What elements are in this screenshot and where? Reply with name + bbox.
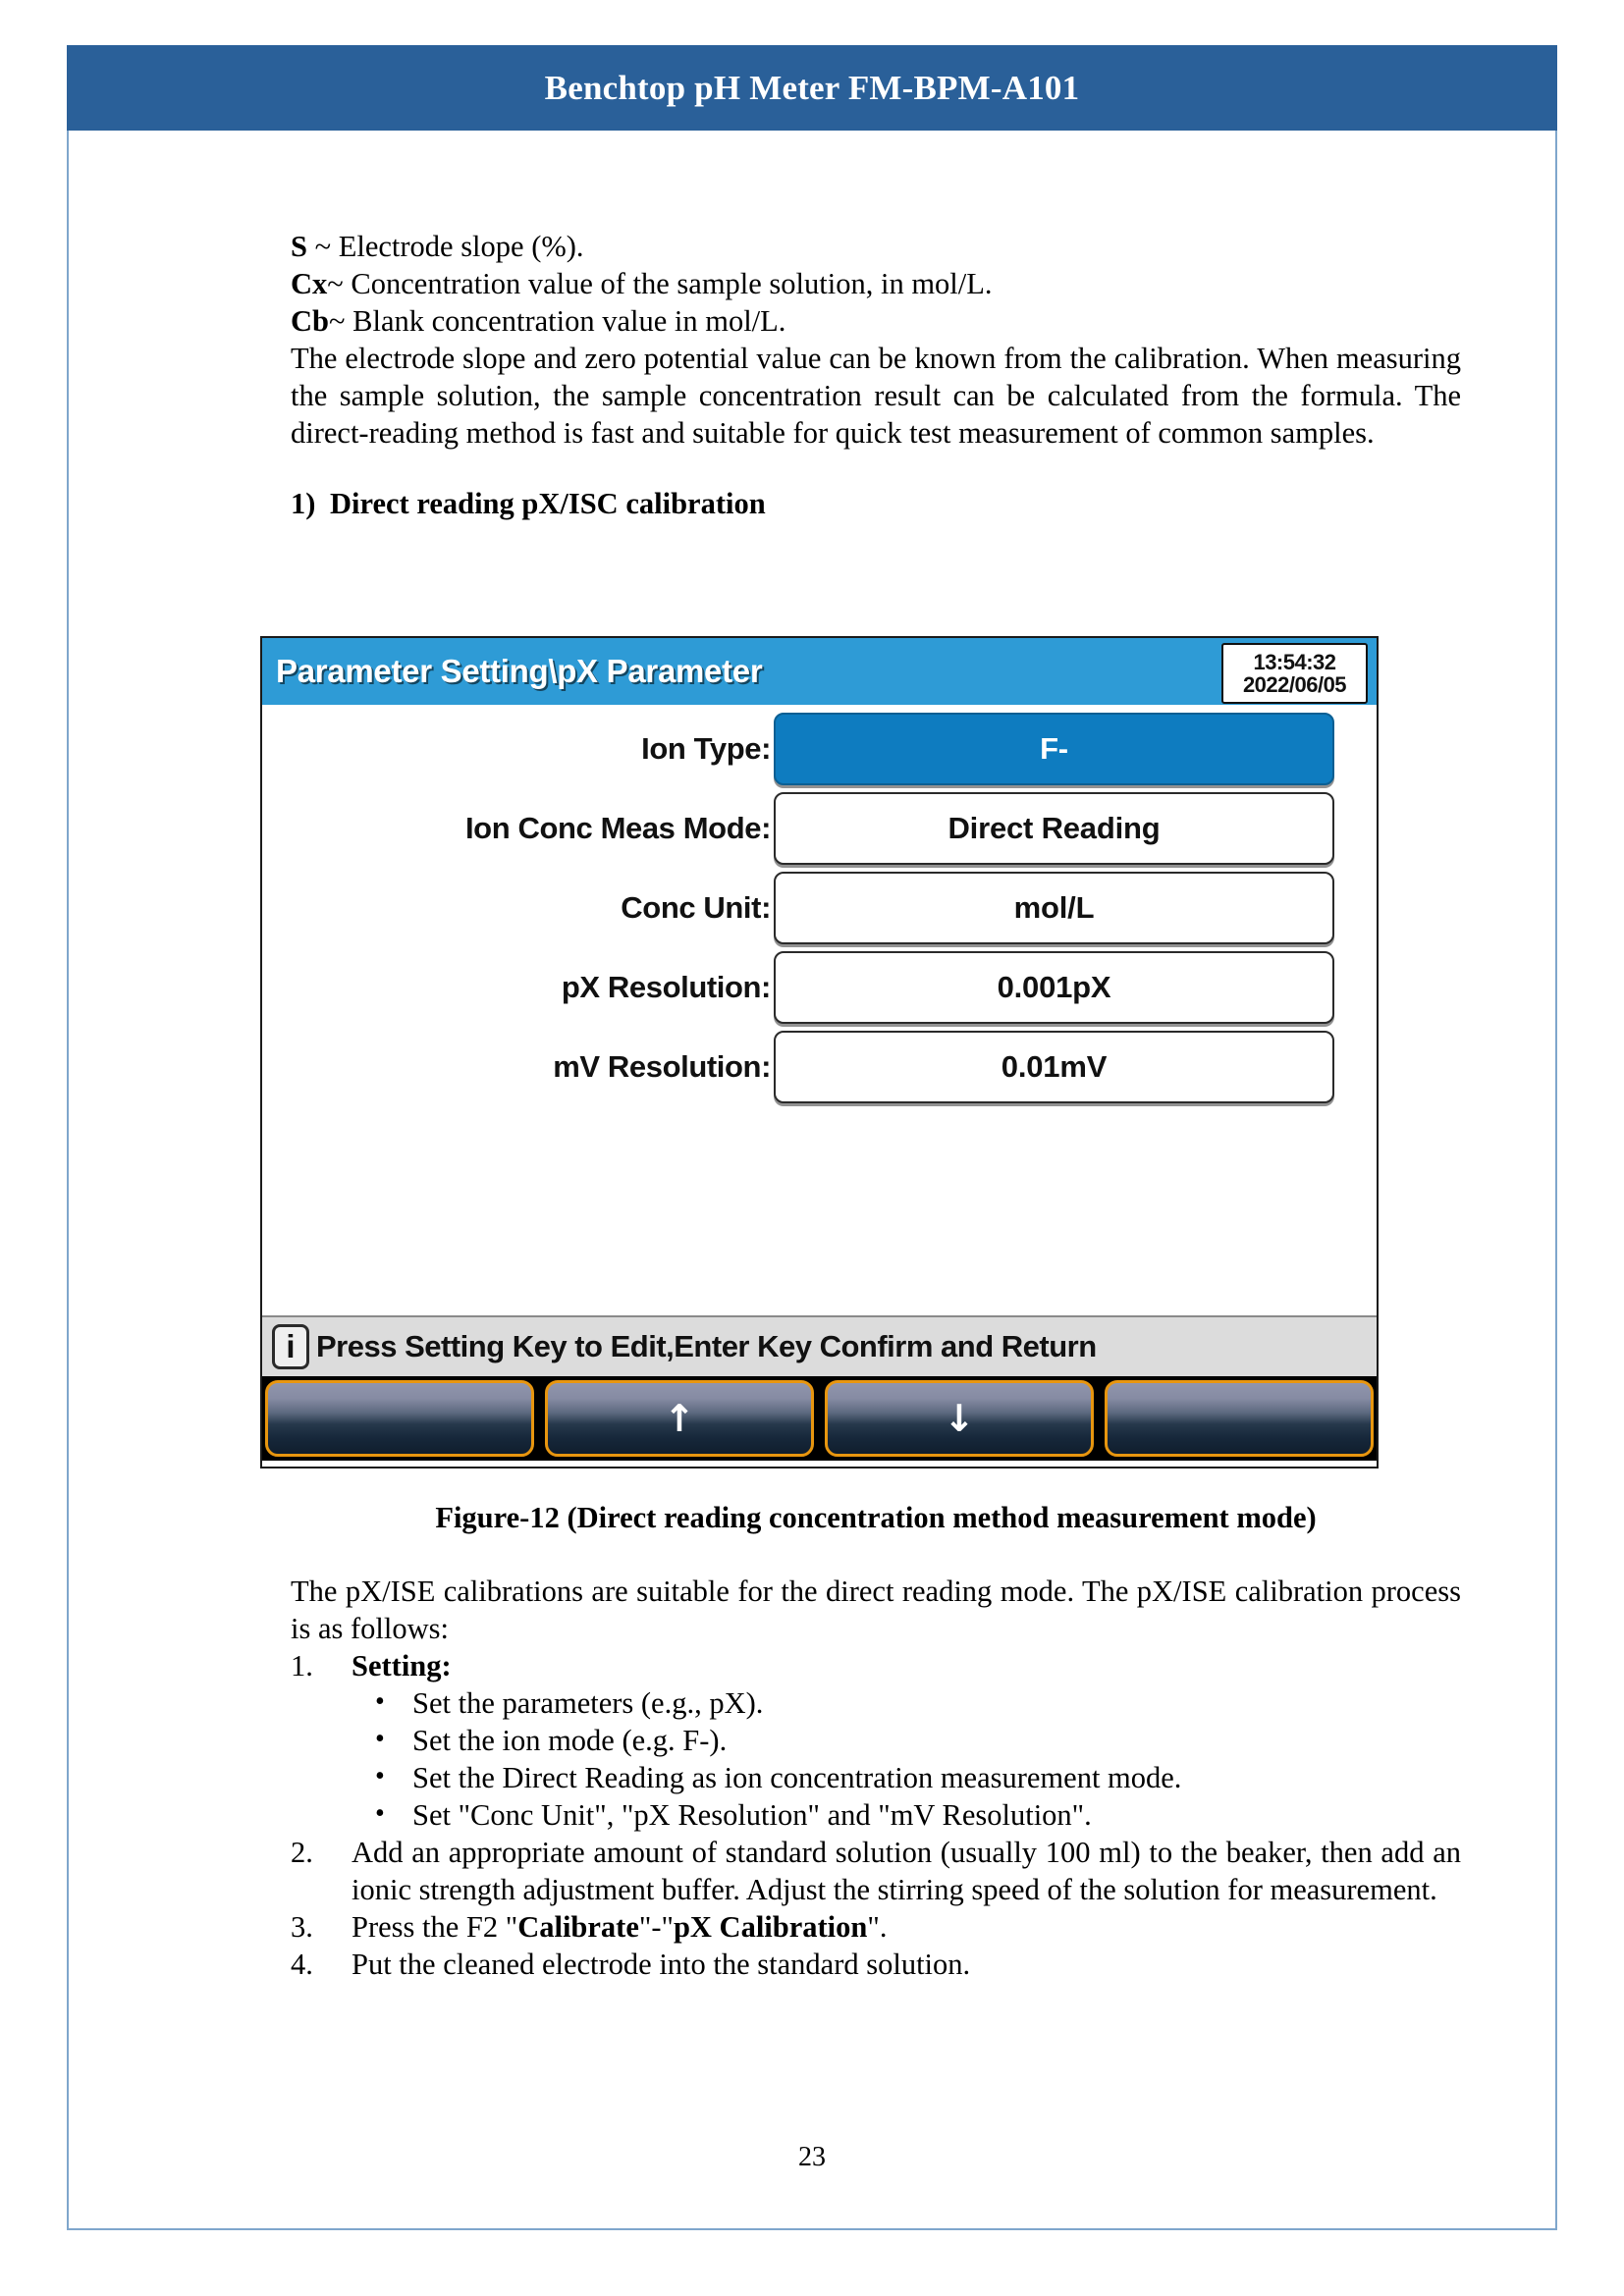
step-2-marker: 2.: [291, 1836, 313, 1869]
definition-text-cx: ~ Concentration value of the sample solution, in mol/L.: [327, 267, 993, 300]
step-4: [291, 1946, 1461, 1983]
info-icon: i: [272, 1324, 309, 1369]
softkey-f4[interactable]: [1105, 1380, 1374, 1457]
lower-text-block: [291, 1573, 1461, 1983]
step-1-marker: 1.: [291, 1649, 313, 1682]
definition-line-cb: [291, 302, 1461, 340]
bullet-dot-icon: •: [375, 1724, 385, 1754]
definition-symbol-cx: Cx: [291, 267, 328, 300]
param-label-conc-unit: Conc Unit:: [621, 889, 771, 925]
param-label-ion-conc-meas-mode: Ion Conc Meas Mode:: [464, 810, 771, 845]
device-status-bar: [262, 1315, 1377, 1376]
softkey-up[interactable]: [545, 1380, 814, 1457]
device-title-bar: [262, 638, 1377, 705]
bullet-text: Set the Direct Reading as ion concentration measurement mode.: [412, 1761, 1182, 1794]
param-value-ion-type[interactable]: F-: [774, 713, 1334, 785]
definition-symbol-cb: Cb: [291, 304, 329, 338]
definition-line-cx: [291, 265, 1461, 302]
bullet-item: [352, 1722, 1461, 1759]
param-row-ion-type: [262, 710, 1377, 787]
upper-text-block: [291, 228, 1461, 522]
bullet-item: [352, 1796, 1461, 1834]
bullet-text: Set the parameters (e.g., pX).: [412, 1686, 764, 1720]
step-3-marker: 3.: [291, 1910, 313, 1944]
step-3-mid: "-": [638, 1910, 674, 1944]
step-2-text: Add an appropriate amount of standard solution (usually 100 ml) to the beaker, then add an ionic strength adjustment buffer. Adjust the stirring speed of the solution for measurement.: [352, 1836, 1461, 1906]
device-datetime-box: [1221, 643, 1368, 704]
step-3: [291, 1908, 1461, 1946]
calibration-steps-list: [291, 1647, 1461, 1983]
step-1-bullets: [352, 1684, 1461, 1834]
device-time: 13:54:32: [1253, 649, 1336, 674]
section-number: 1): [291, 487, 316, 520]
device-date: 2022/06/05: [1242, 672, 1347, 697]
section-heading: [291, 485, 1461, 522]
section-title: Direct reading pX/ISC calibration: [330, 487, 766, 520]
device-status-text: Press Setting Key to Edit,Enter Key Confirm and Return: [316, 1329, 1097, 1363]
step-1-text: Setting:: [352, 1649, 452, 1682]
page-number: 23: [798, 2142, 826, 2172]
page-header-banner: [67, 45, 1557, 131]
arrow-up-icon: ↑: [664, 1397, 695, 1440]
intro-paragraph: The electrode slope and zero potential value can be known from the calibration. When measuring the sample solution, the sample concentration result can be calculated from the formula. The direct-reading method is fast and suitable for quick test measurement of common samples.: [291, 342, 1461, 450]
bullet-item: [352, 1759, 1461, 1796]
step-2: [291, 1834, 1461, 1908]
bullet-item: [352, 1684, 1461, 1722]
param-value-ion-conc-meas-mode[interactable]: Direct Reading: [774, 792, 1334, 865]
bullet-text: Set "Conc Unit", "pX Resolution" and "mV Resolution".: [412, 1798, 1092, 1832]
bullet-dot-icon: •: [375, 1686, 385, 1717]
param-value-conc-unit[interactable]: mol/L: [774, 872, 1334, 944]
param-row-conc-unit: [262, 869, 1377, 946]
param-label-ion-type: Ion Type:: [641, 730, 771, 766]
lower-paragraph: The pX/ISE calibrations are suitable for the direct reading mode. The pX/ISE calibration process is as follows:: [291, 1575, 1461, 1645]
step-4-text: Put the cleaned electrode into the standard solution.: [352, 1948, 971, 1981]
step-1: [291, 1647, 1461, 1834]
param-row-ion-conc-meas-mode: [262, 789, 1377, 867]
device-softkey-bar: [262, 1376, 1377, 1461]
bullet-text: Set the ion mode (e.g. F-).: [412, 1724, 728, 1757]
step-3-prefix: Press the F2 ": [352, 1910, 518, 1944]
param-value-mv-resolution[interactable]: 0.01mV: [774, 1031, 1334, 1103]
param-label-mv-resolution: mV Resolution:: [553, 1048, 771, 1084]
step-3-bold-calibrate: Calibrate: [517, 1910, 639, 1944]
step-3-suffix: ".: [867, 1910, 888, 1944]
softkey-f1[interactable]: [265, 1380, 534, 1457]
definition-text-cb: ~ Blank concentration value in mol/L.: [329, 304, 786, 338]
arrow-down-icon: ↓: [944, 1397, 975, 1440]
step-3-bold-px-calibration: pX Calibration: [673, 1910, 868, 1944]
param-label-px-resolution: pX Resolution:: [561, 969, 771, 1004]
definition-text-s: ~ Electrode slope (%).: [306, 230, 584, 263]
device-parameter-list: [262, 705, 1377, 1315]
figure-caption: Figure-12 (Direct reading concentration method measurement mode): [435, 1501, 1317, 1534]
param-row-mv-resolution: [262, 1028, 1377, 1105]
softkey-down[interactable]: [825, 1380, 1094, 1457]
definition-line-s: [291, 228, 1461, 265]
param-value-px-resolution[interactable]: 0.001pX: [774, 951, 1334, 1024]
device-screenshot: [260, 636, 1379, 1468]
bullet-dot-icon: •: [375, 1761, 385, 1791]
device-screen-title: Parameter Setting\pX Parameter: [276, 653, 763, 689]
page-title: Benchtop pH Meter FM-BPM-A101: [544, 68, 1080, 107]
bullet-dot-icon: •: [375, 1798, 385, 1829]
step-4-marker: 4.: [291, 1948, 313, 1981]
definition-symbol-s: S: [291, 230, 307, 263]
param-row-px-resolution: [262, 948, 1377, 1026]
